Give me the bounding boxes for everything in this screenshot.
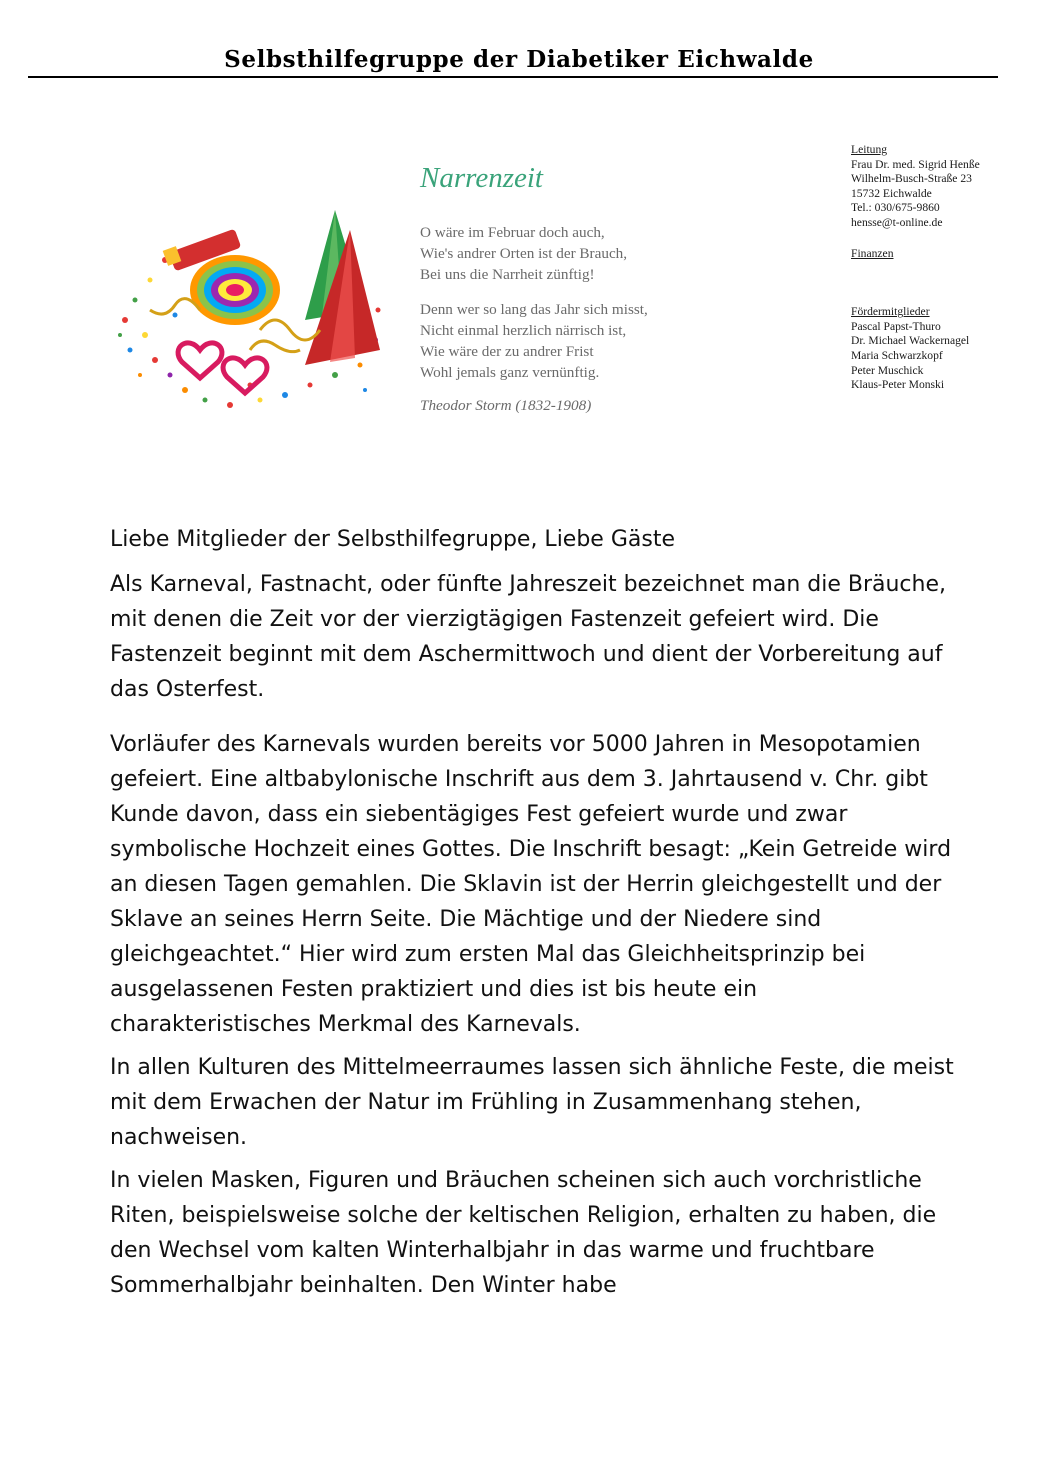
poem-line: Nicht einmal herzlich närrisch ist, — [420, 322, 627, 339]
poem-line: Wie wäre der zu andrer Frist — [420, 343, 594, 360]
body-paragraph: In vielen Masken, Figuren und Bräuchen scheinen sich auch vorchristliche Riten, beispielsweise solche der keltischen Religion, erhalten zu haben, die den Wechsel vom kalten Winterhalbjahr in das warme und fruchtbare Sommerhalbjahr beinhalten. Den Winter habe — [110, 1168, 937, 1298]
header-divider — [28, 76, 998, 78]
body-paragraph: In allen Kulturen des Mittelmeerraumes lassen sich ähnliche Feste, die meist mit dem Erwachen der Natur im Frühling in Zusammenhang stehen, nachweisen. — [110, 1055, 954, 1150]
leitung-email[interactable]: hensse@t-online.de — [851, 215, 943, 229]
poem-line: Denn wer so lang das Jahr sich misst, — [420, 301, 648, 318]
foerder-member: Pascal Papst-Thuro — [851, 319, 941, 333]
poem-line: O wäre im Februar doch auch, — [420, 224, 605, 241]
poem-line: Bei uns die Narrheit zünftig! — [420, 266, 595, 283]
body-paragraph: Als Karneval, Fastnacht, oder fünfte Jahreszeit bezeichnet man die Bräuche, mit denen die Zeit vor der vierzigtägigen Fastenzeit gefeiert wird. Die Fastenzeit beginnt mit dem Aschermittwoch und dient der Vorbereitung auf das Osterfest. — [110, 572, 946, 702]
page-header-title: Selbsthilfegruppe der Diabetiker Eichwalde — [224, 46, 814, 73]
poem-stanza-1 — [420, 222, 800, 285]
body-paragraph: Vorläufer des Karnevals wurden bereits vor 5000 Jahren in Mesopotamien gefeiert. Eine altbabylonische Inschrift aus dem 3. Jahrtausend v. Chr. gibt Kunde davon, dass ein siebentägiges Fest gefeiert wurde und zwar symbolische Hochzeit eines Gottes. Die Inschrift besagt: „Kein Getreide wird an diesen Tagen gemahlen. Die Sklavin ist der Herrin gleichgestellt und der Sklave an seines Herrn Seite. Die Mächtige und der Niedere sind gleichgeachtet.“ Hier wird zum ersten Mal das Gleichheitsprinzip bei ausgelassenen Festen praktiziert und dies ist bis heute ein charakteristisches Merkmal des Karnevals. — [110, 732, 952, 1037]
foerder-member: Klaus-Peter Monski — [851, 378, 945, 392]
foerder-heading: Fördermitglieder — [851, 305, 930, 319]
leitung-line: Wilhelm-Busch-Straße 23 — [851, 172, 972, 186]
finanzen-heading: Finanzen — [851, 246, 894, 260]
leitung-heading: Leitung — [851, 143, 888, 156]
poem-title: Narrenzeit — [420, 162, 543, 194]
leitung-line: 15732 Eichwalde — [851, 186, 932, 200]
carnival-decoration-image — [110, 200, 390, 415]
greeting: Liebe Mitglieder der Selbsthilfegruppe, Liebe Gäste — [110, 527, 675, 552]
contact-sidebar — [851, 143, 1031, 393]
leitung-line: Tel.: 030/675-9860 — [851, 201, 940, 215]
poem-stanza-2 — [420, 299, 800, 383]
leitung-line: Frau Dr. med. Sigrid Henße — [851, 157, 980, 171]
foerder-member: Dr. Michael Wackernagel — [851, 334, 970, 348]
foerder-member: Maria Schwarzkopf — [851, 348, 943, 362]
letter-body — [110, 522, 960, 1311]
poem-block — [420, 160, 800, 415]
poem-line: Wohl jemals ganz vernünftig. — [420, 364, 600, 381]
poem-author: Theodor Storm (1832-1908) — [420, 397, 592, 414]
heart-glasses — [178, 343, 267, 393]
poem-line: Wie's andrer Orten ist der Brauch, — [420, 245, 628, 262]
foerder-member: Peter Muschick — [851, 363, 924, 377]
rainbow-garland — [190, 255, 280, 325]
